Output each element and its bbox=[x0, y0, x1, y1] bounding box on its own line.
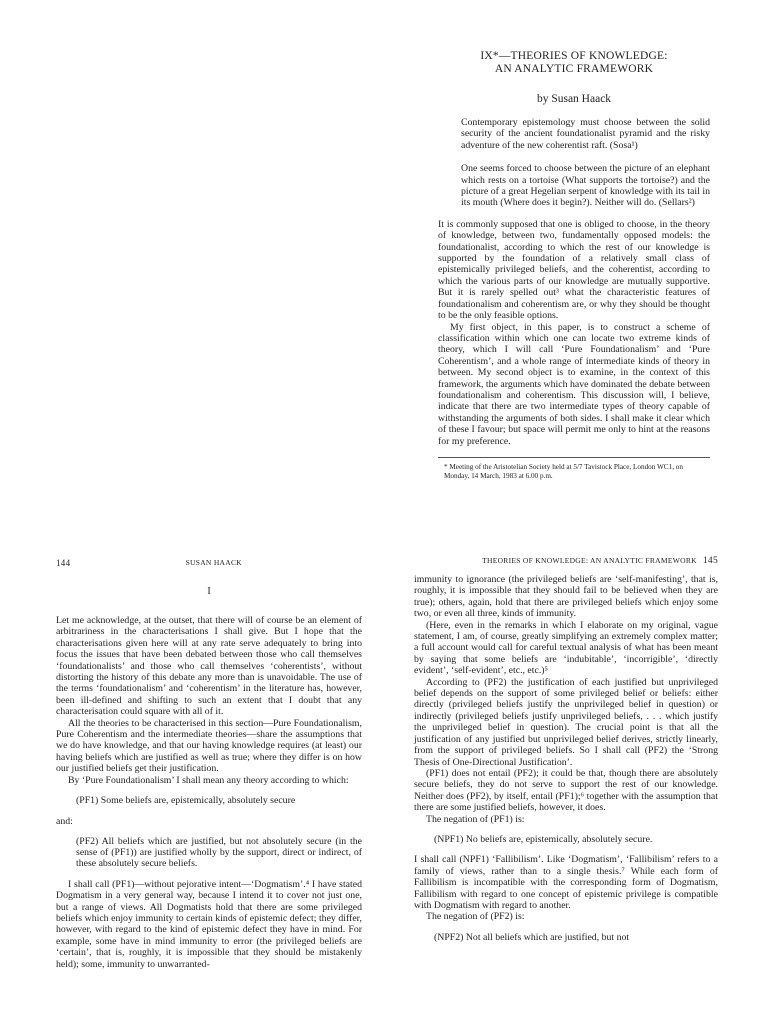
paragraph: immunity to ignorance (the privileged beliefs are ‘self-manifesting’, that is, roughly, it is impossible that they should fail to be believed when they are true); others, again, hold that there are privileged beliefs which enjoy some two, or even all three, kinds of immunity. bbox=[414, 574, 718, 620]
epigraph-sosa: Contemporary epistemology must choose between the solid security of the ancient foundationalist pyramid and the risky adventure of the new coherentist raft. (Sosa¹) bbox=[461, 117, 710, 151]
thesis-npf1: (NPF1) No beliefs are, epistemically, absolutely secure. bbox=[434, 833, 653, 845]
section-heading: I bbox=[207, 586, 211, 597]
left-page bbox=[56, 558, 362, 970]
paragraph: The negation of (PF2) is: bbox=[426, 911, 525, 923]
article-title-line2: AN ANALYTIC FRAMEWORK bbox=[494, 63, 654, 75]
paragraph: I shall call (NPF1) ‘Fallibilism’. Like ‘Dogmatism’, ‘Fallibilism’ refers to a family of views, rather than to a single thesis.⁷ While each form of Fallibilism is incompatible with the corresponding form of Dogmatism, Fallibilism with regard to one concept of epistemic privilege is compatible with Dogmatism with regard to another. bbox=[414, 854, 718, 911]
meeting-footnote: * Meeting of the Aristotelian Society held at 5/7 Tavistock Place, London WC1, on Monday, 14 March, 1983 at 6.00 p.m. bbox=[444, 462, 683, 480]
right-running-head bbox=[414, 556, 718, 566]
left-running-head bbox=[56, 558, 362, 568]
objectives-paragraph: My first object, in this paper, is to construct a scheme of classification within which one can locate two extreme kinds of theory, which I will call ‘Pure Foundationalism’ and ‘Pure Coherentism’, and a whole range of intermediate kinds of theory in between. My second object is to examine, in the context of this framework, the arguments which have dominated the debate between foundationalism and coherentism. This discussion will, I believe, indicate that there are two intermediate types of theory capable of withstanding the arguments of both sides. I shall make it clear which of these I favour; but space will permit me only to hint at the reasons for my preference. bbox=[438, 321, 710, 447]
running-head-title: THEORIES OF KNOWLEDGE: AN ANALYTIC FRAMEWORK bbox=[482, 556, 697, 565]
paragraph: Let me acknowledge, at the outset, that there will of course be an element of arbitrariness in the characterisations I shall give. But I hope that the characterisations given here will at any rate serve adequately to bring into focus the issues that have been debated between those who call themselves ‘foundationalists’ and those who call themselves ‘coherentists’, without distorting the history of this debate any more than is unavoidable. The use of the terms ‘foundationalism’ and ‘coherentism’ in the literature has, however, been ill-defined and shifting to such an extent that I doubt that any characterisation could square with all of it. bbox=[56, 615, 362, 718]
conjunction-text: and: bbox=[56, 815, 73, 827]
page-number: 144 bbox=[56, 558, 71, 568]
top-page bbox=[438, 50, 710, 481]
footnote-divider bbox=[438, 457, 710, 458]
paragraph: (PF1) does not entail (PF2); it could be that, though there are absolutely secure beliefs, they do not serve to support the rest of our knowledge. Neither does (PF2), by itself, entail (PF1);⁶ together with the assumption that there are some justified beliefs, however, it does. bbox=[414, 767, 718, 814]
right-page bbox=[414, 556, 718, 952]
epigraph-sellars: One seems forced to choose between the picture of an elephant which rests on a tortoise (What supports the tortoise?) and the picture of a great Hegelian serpent of knowledge with its tail in its mouth (Where does it begin?). Neither will do. (Sellars²) bbox=[461, 163, 710, 209]
thesis-pf2: (PF2) All beliefs which are justified, but not absolutely secure (in the sense of (PF1)) are justified wholly by the support, direct or indirect, of these absolutely secure beliefs. bbox=[76, 835, 362, 870]
paragraph: The negation of (PF1) is: bbox=[426, 813, 525, 825]
paragraph: All the theories to be characterised in this section—Pure Foundationalism, Pure Coherentism and the intermediate theories—share the assumptions that we do have knowledge, and that our having knowledge requires (at least) our having beliefs which are justified as well as true; where they differ is on how our justified beliefs get their justification. bbox=[56, 717, 362, 775]
article-title-line1: IX*—THEORIES OF KNOWLEDGE: bbox=[480, 50, 668, 62]
running-head-author: SUSAN HAACK bbox=[185, 558, 242, 567]
byline: by Susan Haack bbox=[536, 93, 612, 105]
thesis-pf1: (PF1) Some beliefs are, epistemically, absolutely secure bbox=[76, 795, 296, 807]
paragraph: By ‘Pure Foundationalism’ I shall mean any theory according to which: bbox=[68, 774, 349, 786]
paragraph: (Here, even in the remarks in which I elaborate on my original, vague statement, I am, of course, greatly simplifying an extremely complex matter; a full account would call for careful textual analysis of what has been meant by saying that some beliefs are ‘indubitable’, ‘incorrigible’, ‘directly evident’, ‘self-evident’, etc., etc.)⁵ bbox=[414, 619, 718, 677]
page-number: 145 bbox=[702, 556, 718, 566]
thesis-npf2: (NPF2) Not all beliefs which are justified, but not bbox=[434, 931, 630, 943]
paragraph: According to (PF2) the justification of each justified but unprivileged belief depends on the support of some privileged belief or beliefs: either directly (privileged beliefs justify the unprivileged belief in question) or indirectly (privileged beliefs justify unprivileged beliefs, . . . which justify the unprivileged belief in question). The crucial point is that all the justification of any justified but unprivileged belief derives, strictly linearly, from the support of privileged beliefs. So I shall call (PF2) the ‘Strong Thesis of One-Directional Justification’. bbox=[414, 676, 718, 768]
intro-paragraph: It is commonly supposed that one is obliged to choose, in the theory of knowledge, between two, fundamentally opposed models: the foundationalist, according to which the rest of our knowledge is supported by the foundation of a relatively small class of epistemically privileged beliefs, and the coherentist, according to which the various parts of our knowledge are mutually supportive. But it is rarely spelled out³ what the characteristic features of foundationalism and coherentism are, or why they should be thought to be the only feasible options. bbox=[438, 218, 710, 322]
paragraph: I shall call (PF1)—without pejorative intent—‘Dogmatism’.⁴ I have stated Dogmatism in a very general way, because I intend it to cover not just one, but a range of views. All Dogmatists hold that there are some privileged beliefs which enjoy immunity to certain kinds of epistemic defect; they differ, however, with regard to the kind of epistemic defect they have in mind. For example, some have in mind immunity to error (the privileged beliefs are ‘certain’, that is, roughly, it is impossible that they should be mistakenly held); some, immunity to unwarranted- bbox=[56, 878, 362, 970]
